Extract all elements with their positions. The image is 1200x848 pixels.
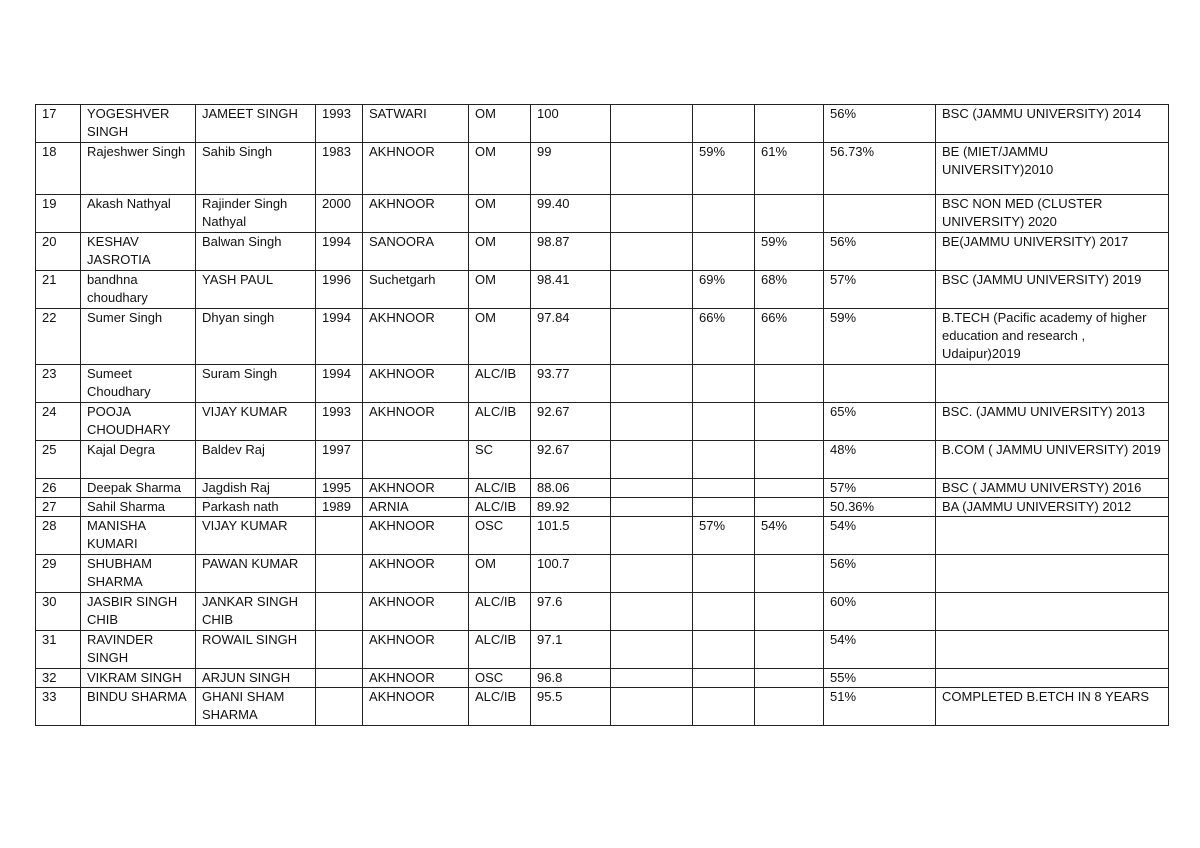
candidate-name-cell: Sahil Sharma [81, 498, 196, 517]
category-cell: OSC [469, 517, 531, 555]
percentage-a-cell [693, 195, 755, 233]
address-cell: AKHNOOR [363, 309, 469, 365]
candidate-table [35, 104, 1169, 726]
percentage-c-cell [824, 365, 936, 403]
percentage-b-cell [755, 105, 824, 143]
serial-no-cell: 20 [36, 233, 81, 271]
score-cell: 93.77 [531, 365, 611, 403]
birth-year-cell: 1995 [316, 479, 363, 498]
table-row [36, 593, 1169, 631]
father-name-cell: GHANI SHAM SHARMA [196, 688, 316, 726]
percentage-b-cell [755, 365, 824, 403]
percentage-a-cell [693, 441, 755, 479]
percentage-c-cell: 57% [824, 271, 936, 309]
address-cell: AKHNOOR [363, 479, 469, 498]
percentage-c-cell: 48% [824, 441, 936, 479]
candidate-name-cell: Rajeshwer Singh [81, 143, 196, 195]
father-name-cell: Sahib Singh [196, 143, 316, 195]
percentage-a-cell [693, 365, 755, 403]
percentage-c-cell: 55% [824, 669, 936, 688]
address-cell: ARNIA [363, 498, 469, 517]
candidate-name-cell: Kajal Degra [81, 441, 196, 479]
father-name-cell: ARJUN SINGH [196, 669, 316, 688]
category-cell: ALC/IB [469, 688, 531, 726]
father-name-cell: Balwan Singh [196, 233, 316, 271]
table-row [36, 233, 1169, 271]
serial-no-cell: 25 [36, 441, 81, 479]
score-cell: 100.7 [531, 555, 611, 593]
birth-year-cell [316, 669, 363, 688]
candidate-name-cell: POOJA CHOUDHARY [81, 403, 196, 441]
birth-year-cell [316, 593, 363, 631]
father-name-cell: JANKAR SINGH CHIB [196, 593, 316, 631]
percentage-c-cell: 51% [824, 688, 936, 726]
blank-cell [611, 233, 693, 271]
serial-no-cell: 27 [36, 498, 81, 517]
category-cell: OM [469, 233, 531, 271]
table-row [36, 441, 1169, 479]
percentage-c-cell [824, 195, 936, 233]
percentage-b-cell [755, 403, 824, 441]
score-cell: 92.67 [531, 441, 611, 479]
address-cell: AKHNOOR [363, 593, 469, 631]
qualification-cell [936, 517, 1169, 555]
birth-year-cell [316, 688, 363, 726]
score-cell: 92.67 [531, 403, 611, 441]
serial-no-cell: 32 [36, 669, 81, 688]
percentage-b-cell: 61% [755, 143, 824, 195]
percentage-a-cell: 59% [693, 143, 755, 195]
percentage-a-cell [693, 233, 755, 271]
candidate-name-cell: YOGESHVER SINGH [81, 105, 196, 143]
address-cell: AKHNOOR [363, 143, 469, 195]
serial-no-cell: 26 [36, 479, 81, 498]
qualification-cell: BE(JAMMU UNIVERSITY) 2017 [936, 233, 1169, 271]
birth-year-cell: 1994 [316, 309, 363, 365]
percentage-c-cell: 56.73% [824, 143, 936, 195]
qualification-cell [936, 631, 1169, 669]
father-name-cell: Rajinder Singh Nathyal [196, 195, 316, 233]
birth-year-cell: 2000 [316, 195, 363, 233]
father-name-cell: Jagdish Raj [196, 479, 316, 498]
table-row [36, 555, 1169, 593]
percentage-a-cell [693, 498, 755, 517]
category-cell: ALC/IB [469, 365, 531, 403]
qualification-cell: BSC (JAMMU UNIVERSITY) 2014 [936, 105, 1169, 143]
candidate-name-cell: JASBIR SINGH CHIB [81, 593, 196, 631]
percentage-c-cell: 56% [824, 233, 936, 271]
score-cell: 99.40 [531, 195, 611, 233]
category-cell: ALC/IB [469, 593, 531, 631]
percentage-c-cell: 56% [824, 555, 936, 593]
qualification-cell: BSC ( JAMMU UNIVERSTY) 2016 [936, 479, 1169, 498]
father-name-cell: Baldev Raj [196, 441, 316, 479]
table-row [36, 403, 1169, 441]
birth-year-cell: 1996 [316, 271, 363, 309]
birth-year-cell [316, 631, 363, 669]
percentage-b-cell: 68% [755, 271, 824, 309]
category-cell: ALC/IB [469, 403, 531, 441]
blank-cell [611, 479, 693, 498]
birth-year-cell: 1994 [316, 365, 363, 403]
qualification-cell [936, 365, 1169, 403]
qualification-cell: BSC (JAMMU UNIVERSITY) 2019 [936, 271, 1169, 309]
blank-cell [611, 271, 693, 309]
serial-no-cell: 31 [36, 631, 81, 669]
table-row [36, 631, 1169, 669]
score-cell: 98.41 [531, 271, 611, 309]
blank-cell [611, 669, 693, 688]
address-cell: AKHNOOR [363, 195, 469, 233]
blank-cell [611, 631, 693, 669]
table-row [36, 309, 1169, 365]
percentage-c-cell: 54% [824, 631, 936, 669]
percentage-c-cell: 54% [824, 517, 936, 555]
score-cell: 97.84 [531, 309, 611, 365]
address-cell: AKHNOOR [363, 365, 469, 403]
category-cell: OSC [469, 669, 531, 688]
serial-no-cell: 28 [36, 517, 81, 555]
qualification-cell [936, 593, 1169, 631]
candidate-name-cell: SHUBHAM SHARMA [81, 555, 196, 593]
percentage-b-cell [755, 669, 824, 688]
candidate-name-cell: Deepak Sharma [81, 479, 196, 498]
father-name-cell: VIJAY KUMAR [196, 403, 316, 441]
blank-cell [611, 593, 693, 631]
percentage-b-cell [755, 688, 824, 726]
score-cell: 89.92 [531, 498, 611, 517]
percentage-b-cell: 59% [755, 233, 824, 271]
table-row [36, 517, 1169, 555]
table-row [36, 365, 1169, 403]
candidate-name-cell: VIKRAM SINGH [81, 669, 196, 688]
qualification-cell [936, 669, 1169, 688]
percentage-b-cell: 54% [755, 517, 824, 555]
percentage-a-cell: 57% [693, 517, 755, 555]
score-cell: 97.6 [531, 593, 611, 631]
address-cell: AKHNOOR [363, 555, 469, 593]
category-cell: OM [469, 195, 531, 233]
birth-year-cell [316, 555, 363, 593]
percentage-a-cell [693, 631, 755, 669]
blank-cell [611, 403, 693, 441]
birth-year-cell: 1994 [316, 233, 363, 271]
percentage-b-cell [755, 498, 824, 517]
birth-year-cell: 1997 [316, 441, 363, 479]
category-cell: OM [469, 309, 531, 365]
candidate-name-cell: RAVINDER SINGH [81, 631, 196, 669]
blank-cell [611, 143, 693, 195]
category-cell: OM [469, 143, 531, 195]
category-cell: ALC/IB [469, 631, 531, 669]
serial-no-cell: 17 [36, 105, 81, 143]
father-name-cell: Dhyan singh [196, 309, 316, 365]
category-cell: OM [469, 105, 531, 143]
blank-cell [611, 105, 693, 143]
blank-cell [611, 309, 693, 365]
table-row [36, 688, 1169, 726]
father-name-cell: PAWAN KUMAR [196, 555, 316, 593]
percentage-a-cell: 69% [693, 271, 755, 309]
serial-no-cell: 33 [36, 688, 81, 726]
table-row [36, 195, 1169, 233]
blank-cell [611, 555, 693, 593]
qualification-cell [936, 555, 1169, 593]
candidate-name-cell: MANISHA KUMARI [81, 517, 196, 555]
birth-year-cell: 1993 [316, 105, 363, 143]
address-cell: SANOORA [363, 233, 469, 271]
address-cell: AKHNOOR [363, 403, 469, 441]
blank-cell [611, 441, 693, 479]
percentage-a-cell [693, 688, 755, 726]
score-cell: 97.1 [531, 631, 611, 669]
candidate-name-cell: KESHAV JASROTIA [81, 233, 196, 271]
candidate-name-cell: BINDU SHARMA [81, 688, 196, 726]
candidate-name-cell: Akash Nathyal [81, 195, 196, 233]
address-cell: Suchetgarh [363, 271, 469, 309]
address-cell: AKHNOOR [363, 669, 469, 688]
blank-cell [611, 517, 693, 555]
table-row [36, 105, 1169, 143]
qualification-cell: BA (JAMMU UNIVERSITY) 2012 [936, 498, 1169, 517]
address-cell [363, 441, 469, 479]
qualification-cell: B.COM ( JAMMU UNIVERSITY) 2019 [936, 441, 1169, 479]
father-name-cell: ROWAIL SINGH [196, 631, 316, 669]
percentage-c-cell: 60% [824, 593, 936, 631]
percentage-a-cell [693, 593, 755, 631]
address-cell: AKHNOOR [363, 517, 469, 555]
father-name-cell: YASH PAUL [196, 271, 316, 309]
serial-no-cell: 18 [36, 143, 81, 195]
father-name-cell: Suram Singh [196, 365, 316, 403]
blank-cell [611, 195, 693, 233]
blank-cell [611, 365, 693, 403]
qualification-cell: BSC. (JAMMU UNIVERSITY) 2013 [936, 403, 1169, 441]
percentage-c-cell: 65% [824, 403, 936, 441]
percentage-a-cell [693, 105, 755, 143]
birth-year-cell: 1983 [316, 143, 363, 195]
serial-no-cell: 21 [36, 271, 81, 309]
candidate-name-cell: bandhna choudhary [81, 271, 196, 309]
father-name-cell: VIJAY KUMAR [196, 517, 316, 555]
score-cell: 101.5 [531, 517, 611, 555]
table-body [36, 105, 1169, 726]
table-row [36, 479, 1169, 498]
table-row [36, 498, 1169, 517]
qualification-cell: B.TECH (Pacific academy of higher education and research , Udaipur)2019 [936, 309, 1169, 365]
category-cell: ALC/IB [469, 479, 531, 498]
score-cell: 96.8 [531, 669, 611, 688]
table-row [36, 271, 1169, 309]
percentage-c-cell: 59% [824, 309, 936, 365]
category-cell: OM [469, 555, 531, 593]
qualification-cell: COMPLETED B.ETCH IN 8 YEARS [936, 688, 1169, 726]
table-row [36, 669, 1169, 688]
serial-no-cell: 24 [36, 403, 81, 441]
qualification-cell: BE (MIET/JAMMU UNIVERSITY)2010 [936, 143, 1169, 195]
serial-no-cell: 22 [36, 309, 81, 365]
blank-cell [611, 498, 693, 517]
percentage-b-cell [755, 631, 824, 669]
father-name-cell: JAMEET SINGH [196, 105, 316, 143]
category-cell: OM [469, 271, 531, 309]
score-cell: 99 [531, 143, 611, 195]
percentage-a-cell [693, 555, 755, 593]
birth-year-cell: 1989 [316, 498, 363, 517]
score-cell: 98.87 [531, 233, 611, 271]
percentage-b-cell [755, 479, 824, 498]
birth-year-cell [316, 517, 363, 555]
serial-no-cell: 30 [36, 593, 81, 631]
percentage-b-cell [755, 593, 824, 631]
score-cell: 95.5 [531, 688, 611, 726]
percentage-a-cell [693, 669, 755, 688]
percentage-b-cell [755, 441, 824, 479]
percentage-c-cell: 50.36% [824, 498, 936, 517]
address-cell: AKHNOOR [363, 631, 469, 669]
serial-no-cell: 23 [36, 365, 81, 403]
candidate-name-cell: Sumeet Choudhary [81, 365, 196, 403]
blank-cell [611, 688, 693, 726]
percentage-a-cell [693, 479, 755, 498]
qualification-cell: BSC NON MED (CLUSTER UNIVERSITY) 2020 [936, 195, 1169, 233]
candidate-name-cell: Sumer Singh [81, 309, 196, 365]
table-row [36, 143, 1169, 195]
serial-no-cell: 19 [36, 195, 81, 233]
serial-no-cell: 29 [36, 555, 81, 593]
address-cell: SATWARI [363, 105, 469, 143]
score-cell: 100 [531, 105, 611, 143]
percentage-b-cell [755, 555, 824, 593]
percentage-c-cell: 56% [824, 105, 936, 143]
percentage-a-cell [693, 403, 755, 441]
percentage-b-cell [755, 195, 824, 233]
address-cell: AKHNOOR [363, 688, 469, 726]
father-name-cell: Parkash nath [196, 498, 316, 517]
category-cell: ALC/IB [469, 498, 531, 517]
category-cell: SC [469, 441, 531, 479]
percentage-c-cell: 57% [824, 479, 936, 498]
percentage-a-cell: 66% [693, 309, 755, 365]
percentage-b-cell: 66% [755, 309, 824, 365]
score-cell: 88.06 [531, 479, 611, 498]
birth-year-cell: 1993 [316, 403, 363, 441]
